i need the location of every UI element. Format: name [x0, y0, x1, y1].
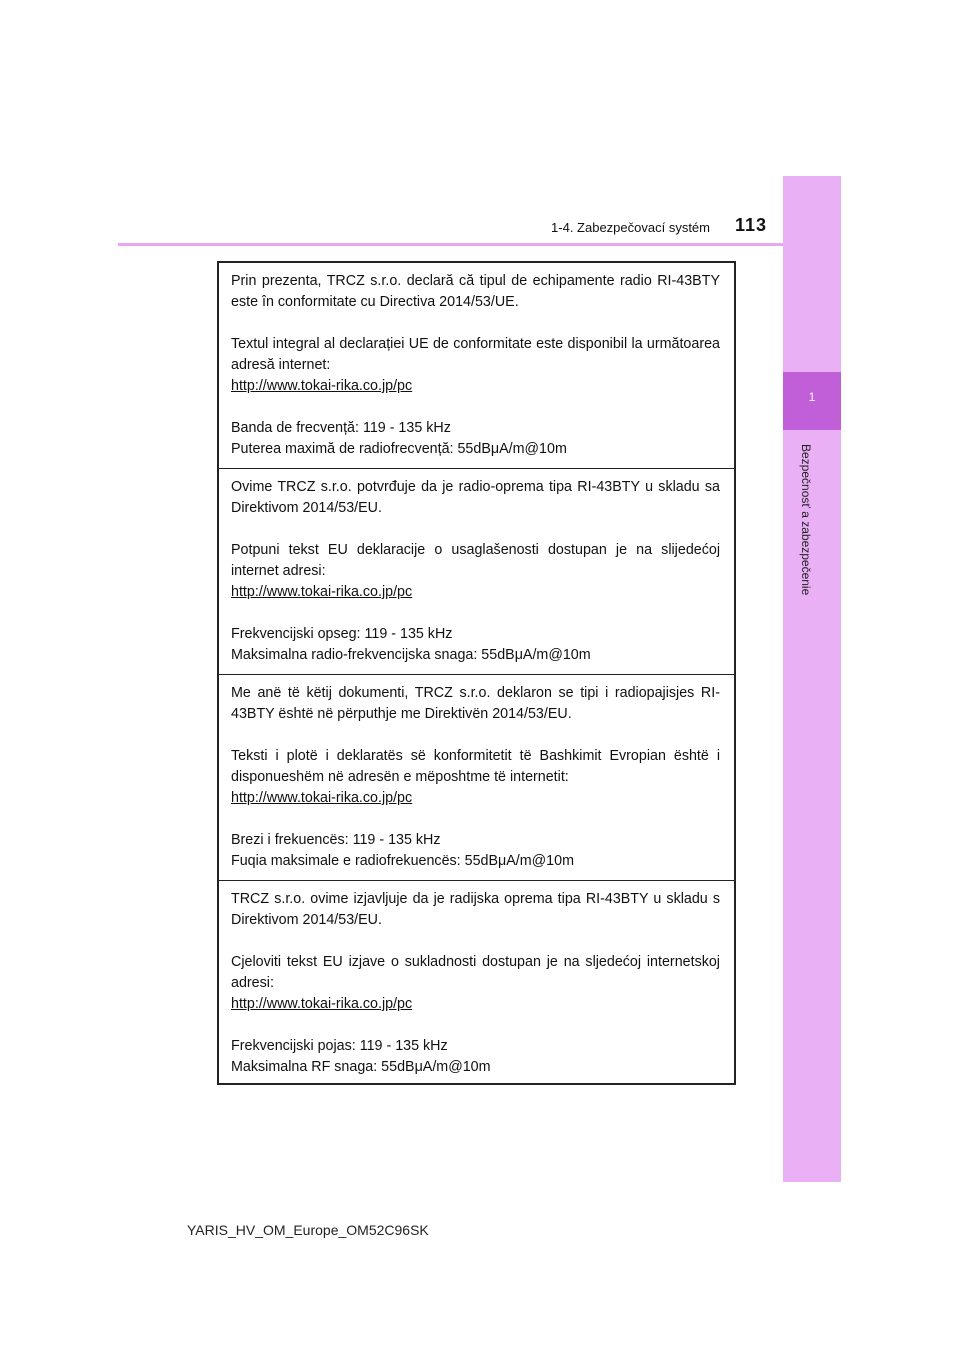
header-rule	[118, 243, 783, 246]
declaration-frequency: Frekvencijski pojas: 119 - 135 kHz	[231, 1038, 448, 1054]
declaration-intro: TRCZ s.r.o. ovime izjavljuje da je radijska oprema tipa RI-43BTY u skladu s Direktivom 2014/53/EU.	[231, 891, 720, 928]
declaration-fulltext	[231, 334, 720, 397]
chapter-title: Bezpečnosť a zabezpečenie	[799, 444, 813, 596]
declaration-romanian	[219, 263, 734, 469]
declaration-fulltext-label: Cjeloviti tekst EU izjave o sukladnosti dostupan je na sljedećoj internetskoj adresi:	[231, 954, 720, 991]
declaration-intro: Ovime TRCZ s.r.o. potvrđuje da je radio-oprema tipa RI-43BTY u skladu sa Direktivom 2014/53/EU.	[231, 479, 720, 516]
declaration-intro: Me anë të këtij dokumenti, TRCZ s.r.o. deklaron se tipi i radiopajisjes RI-43BTY është në përputhje me Direktivën 2014/53/EU.	[231, 685, 720, 722]
document-code: YARIS_HV_OM_Europe_OM52C96SK	[187, 1222, 429, 1238]
declaration-albanian	[219, 675, 734, 881]
declaration-link[interactable]: http://www.tokai-rika.co.jp/pc	[231, 996, 413, 1012]
declaration-power: Maksimalna RF snaga: 55dBμA/m@10m	[231, 1059, 491, 1075]
declaration-fulltext	[231, 746, 720, 809]
declaration-fulltext	[231, 952, 720, 1015]
declaration-fulltext-label: Potpuni tekst EU deklaracije o usaglašenosti dostupan je na slijedećoj internet adresi:	[231, 542, 720, 579]
declaration-fulltext-label: Teksti i plotë i deklaratës së konformitetit të Bashkimit Evropian është i disponueshëm në adresën e mëposhtme të internetit:	[231, 748, 720, 785]
declaration-intro: Prin prezenta, TRCZ s.r.o. declară că tipul de echipamente radio RI-43BTY este în conformitate cu Directiva 2014/53/UE.	[231, 273, 720, 310]
declaration-link[interactable]: http://www.tokai-rika.co.jp/pc	[231, 790, 413, 806]
declaration-fulltext	[231, 540, 720, 603]
page-number: 113	[735, 215, 768, 235]
declaration-link[interactable]: http://www.tokai-rika.co.jp/pc	[231, 584, 413, 600]
declaration-power: Fuqia maksimale e radiofrekuencës: 55dBμA/m@10m	[231, 853, 574, 869]
declaration-fulltext-label: Textul integral al declarației UE de conformitate este disponibil la următoarea adresă internet:	[231, 336, 720, 373]
declaration-frequency: Frekvencijski opseg: 119 - 135 kHz	[231, 626, 453, 642]
declarations-box	[217, 261, 736, 1085]
declaration-power: Maksimalna radio-frekvencijska snaga: 55dBμA/m@10m	[231, 647, 591, 663]
declaration-power: Puterea maximă de radiofrecvență: 55dBμA/m@10m	[231, 441, 567, 457]
chapter-side-tab	[783, 176, 841, 1182]
declaration-frequency: Brezi i frekuencës: 119 - 135 kHz	[231, 832, 441, 848]
declaration-frequency: Banda de frecvență: 119 - 135 kHz	[231, 420, 451, 436]
section-title: 1-4. Zabezpečovací systém	[551, 220, 710, 235]
declaration-croatian	[219, 881, 734, 1083]
declaration-link[interactable]: http://www.tokai-rika.co.jp/pc	[231, 378, 413, 394]
declaration-serbian	[219, 469, 734, 675]
chapter-number: 1	[808, 390, 816, 404]
